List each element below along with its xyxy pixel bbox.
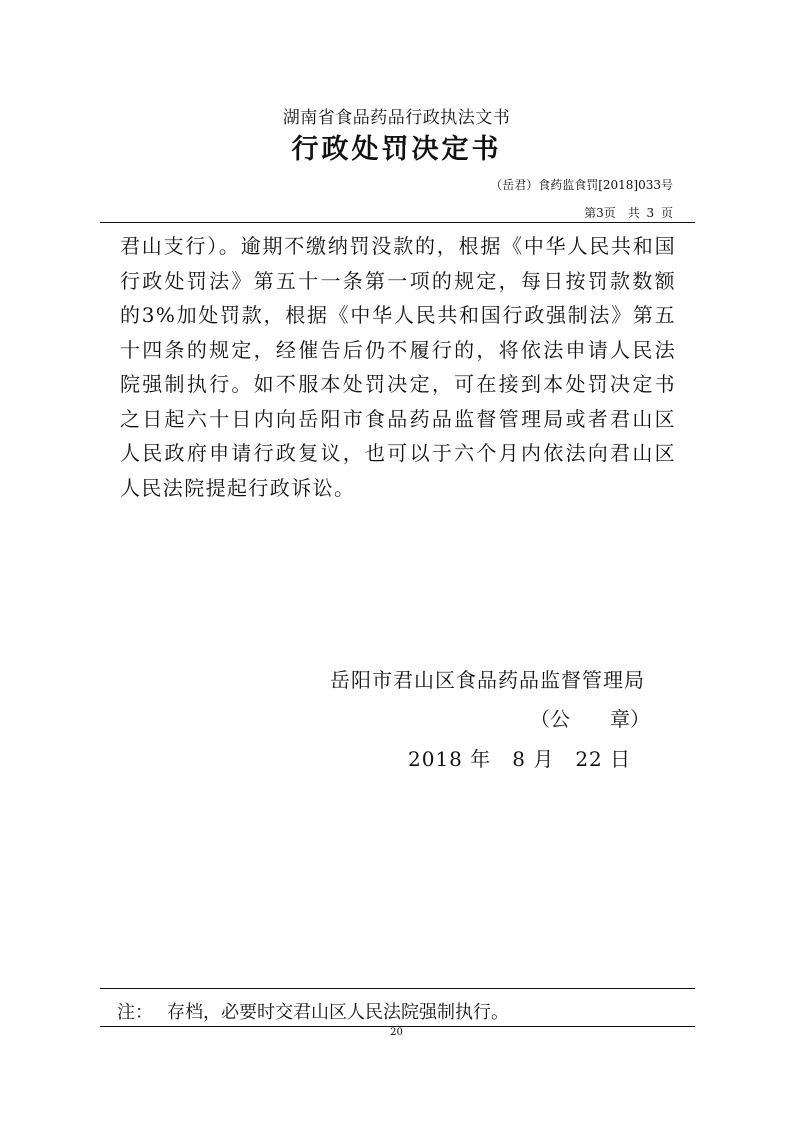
page-indicator: 第3页 共 3 页: [584, 206, 673, 220]
footer-divider-top: [100, 988, 695, 989]
header-divider: [100, 222, 695, 223]
document-title: 行政处罚决定书: [291, 134, 502, 165]
footnote-text: 存档，必要时交君山区人民法院强制执行。: [167, 1002, 509, 1023]
footnote-label: 注：: [117, 1002, 153, 1023]
issuing-authority: 岳阳市君山区食品药品监督管理局: [330, 668, 645, 692]
seal-placeholder: （公 章）: [530, 707, 650, 731]
signature-date: 2018 年 8 月 22 日: [408, 747, 632, 771]
document-type-heading: 湖南省食品药品行政执法文书: [282, 108, 511, 128]
page-number: 20: [390, 1027, 403, 1038]
document-number: （岳君）食药监食罚[2018]033号: [490, 178, 673, 192]
body-paragraph: 君山支行）。逾期不缴纳罚没款的，根据《中华人民共和国行政处罚法》第五十一条第一项的规定，每日按罚款数额的3%加处罚款，根据《中华人民共和国行政强制法》第五十四条的规定，经催告后仍不履行的，将依法申请人民法院强制执行。如不服本处罚决定，可在接到本处罚决定书之日起六十日内向岳阳市食品药品监督管理局或者君山区人民政府申请行政复议，也可以于六个月内依法向君山区人民法院提起行政诉讼。: [120, 234, 676, 500]
footnote: [117, 998, 509, 1024]
